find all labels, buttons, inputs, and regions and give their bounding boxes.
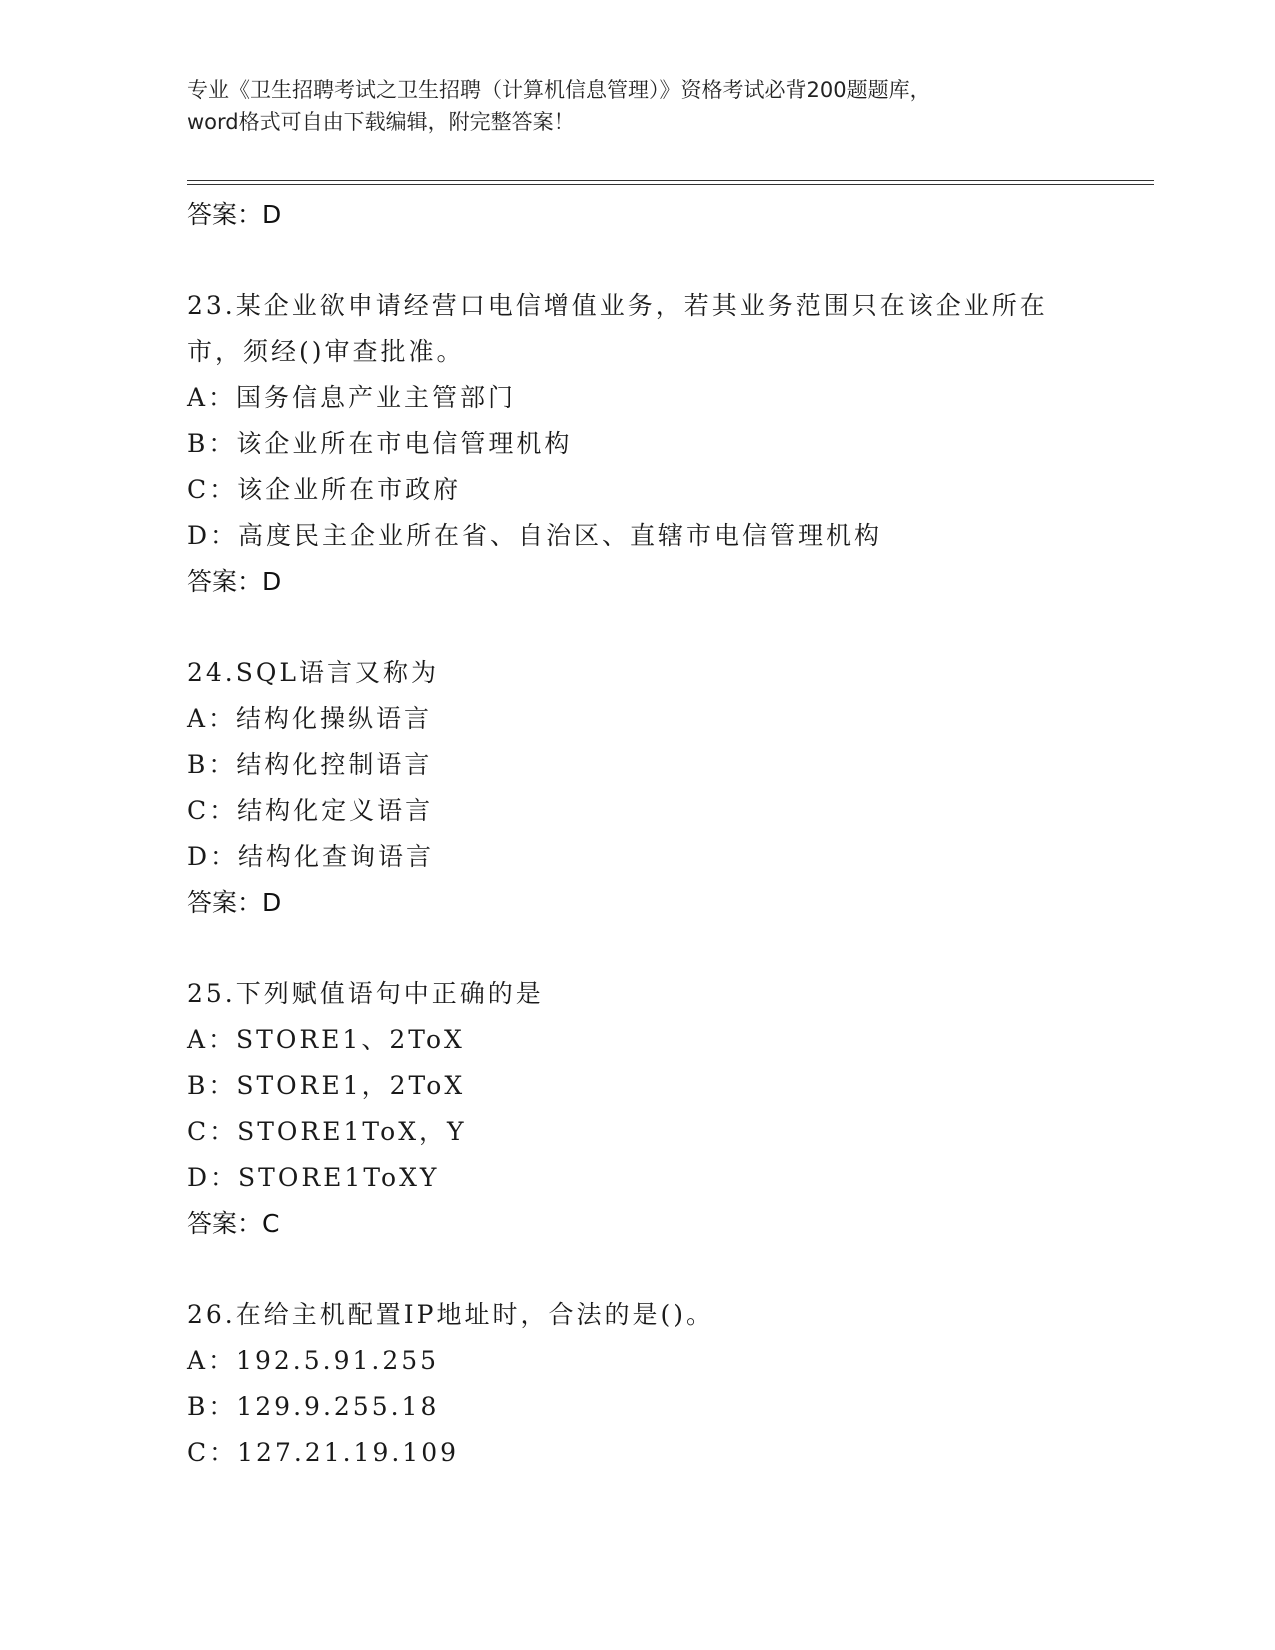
option-a: A：结构化操纵语言	[187, 704, 433, 733]
option-a: A：国务信息产业主管部门	[187, 383, 517, 412]
option-d: D：高度民主企业所在省、自治区、直辖市电信管理机构	[187, 521, 883, 550]
header-line-1: 专业《卫生招聘考试之卫生招聘（计算机信息管理）》资格考试必背200题题库，	[187, 78, 931, 102]
option-b: B：STORE1，2ToX	[187, 1071, 466, 1100]
question-stem: 24.SQL语言又称为	[187, 658, 439, 687]
question-stem-continued: 市，须经()审查批准。	[187, 337, 465, 366]
spacer	[187, 238, 1147, 283]
question-stem: 26.在给主机配置IP地址时，合法的是()。	[187, 1300, 714, 1329]
spacer	[187, 1247, 1147, 1292]
header-line-2: word格式可自由下载编辑，附完整答案！	[187, 110, 575, 134]
option-a: A：192.5.91.255	[187, 1346, 440, 1375]
answer-line: 答案：D	[187, 200, 282, 229]
answer-line: 答案：C	[187, 1209, 280, 1238]
question-stem: 23.某企业欲申请经营口电信增值业务，若其业务范围只在该企业所在	[187, 291, 1048, 320]
option-c: C：127.21.19.109	[187, 1438, 460, 1467]
document-header	[187, 74, 1087, 138]
header-divider-top	[187, 180, 1154, 181]
question-block-25	[187, 971, 1147, 1247]
option-b: B：129.9.255.18	[187, 1392, 440, 1421]
option-b: B：结构化控制语言	[187, 750, 433, 779]
answer-line: 答案：D	[187, 888, 282, 917]
option-d: D：STORE1ToXY	[187, 1163, 440, 1192]
option-c: C：该企业所在市政府	[187, 475, 462, 504]
header-divider-bottom	[187, 184, 1154, 185]
spacer	[187, 605, 1147, 650]
option-d: D：结构化查询语言	[187, 842, 435, 871]
option-a: A：STORE1、2ToX	[187, 1025, 465, 1054]
question-list	[187, 192, 1147, 1476]
question-block-23	[187, 283, 1147, 605]
question-stem: 25.下列赋值语句中正确的是	[187, 979, 544, 1008]
spacer	[187, 926, 1147, 971]
answer-line: 答案：D	[187, 567, 282, 596]
option-c: C：结构化定义语言	[187, 796, 434, 825]
question-block-26	[187, 1292, 1147, 1476]
question-block-24	[187, 650, 1147, 926]
option-c: C：STORE1ToX，Y	[187, 1117, 467, 1146]
option-b: B：该企业所在市电信管理机构	[187, 429, 573, 458]
